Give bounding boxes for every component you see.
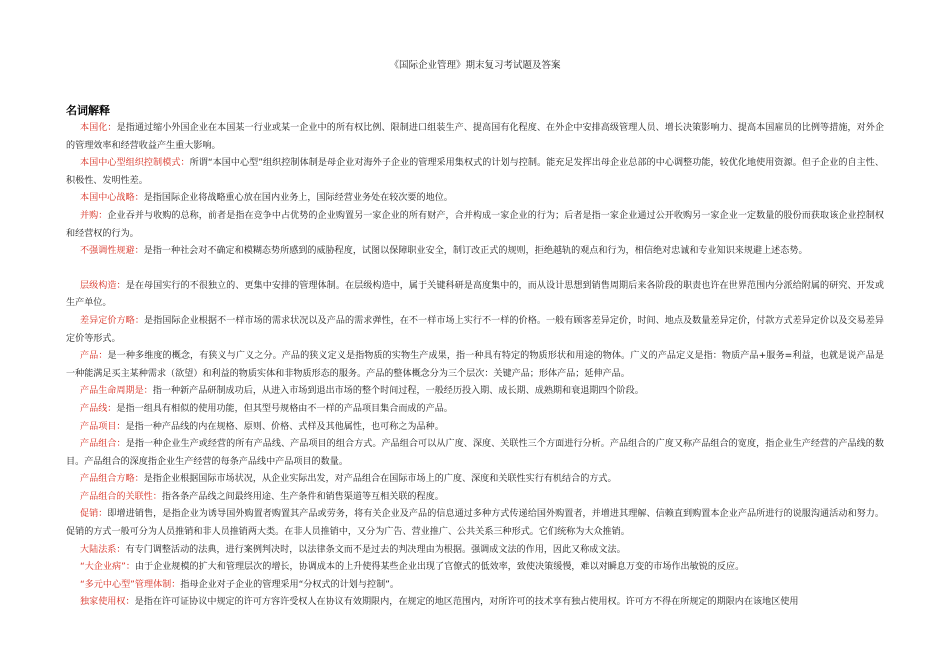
glossary-entry xyxy=(66,120,884,155)
glossary-definition: 所谓“本国中心型”组织控制体制是母企业对海外子企业的管理采用集权式的计划与控制。能充足发挥出母企业总部的中心调整功能，较优化地使用资源。但子企业的自主性、积极性、发明性差。 xyxy=(66,158,884,186)
document-title: 《国际企业管理》期末复习考试题及答案 xyxy=(389,60,561,71)
section-heading: 名词解释 xyxy=(66,104,110,117)
glossary-term: 产品生命周期是 xyxy=(80,386,144,397)
glossary-term: 产品线 xyxy=(80,403,108,414)
glossary-definition: 由于企业规模的扩大和管理层次的增长，协调成本的上升使得某些企业出现了官僚式的低效率，致使决策缓慢，难以对瞬息万变的市场作出敏锐的反应。 xyxy=(134,562,745,573)
glossary-definition: 指各条产品线之间最终用途、生产条件和销售渠道等互相关联的程度。 xyxy=(161,491,444,502)
glossary-entry xyxy=(66,190,884,208)
glossary-entry xyxy=(66,471,884,489)
term-separator: ： xyxy=(98,210,108,221)
glossary-term: 本国中心战略 xyxy=(80,193,135,204)
glossary-entry xyxy=(66,542,884,560)
glossary-definition: 是指一种产品线的内在规格、原则、价格、式样及其他属性，也可称之为品种。 xyxy=(125,421,444,432)
glossary-definition: 是指一组具有相似的使用功能，但其型号规格由不一样的产品项目集合而成的产品。 xyxy=(116,403,453,414)
glossary-entry xyxy=(66,577,884,595)
glossary-definition: 是指在许可证协议中规定的许可方容许受权人在协议有效期限内，在规定的地区范围内，对所许可的技术享有独占使用权。许可方不得在所规定的期限内在该地区使用 xyxy=(134,597,799,608)
glossary-definition: 是一种多维度的概念，有狭义与广义之分。产品的狭义定义是指物质的实物生产成果，指一种具有特定的物质形状和用途的物体。广义的产品定义是指：物质产品+服务=利益，也就是说产品是一种能满足买主某种需求（欲望）和利益的物质实体和非物质形态的服务。产品的整体概念分为三个层次：关键产品；形体产品；延伸产品。 xyxy=(66,351,884,379)
glossary-term: “大企业病” xyxy=(80,562,126,573)
term-separator: ： xyxy=(134,315,144,326)
glossary-entry xyxy=(66,506,884,541)
glossary-term: 差异定价方略 xyxy=(80,315,135,326)
glossary-term: 本国中心型组织控制模式 xyxy=(80,158,181,169)
term-separator: ： xyxy=(116,439,126,450)
glossary-definition: 是指一种社会对不确定和模糊态势所感到的威胁程度，试图以保障职业安全，制订改正式的规则，拒绝越轨的观点和行为，相信绝对忠诚和专业知识来规避上述态势。 xyxy=(143,246,808,257)
glossary-entry xyxy=(66,243,884,261)
term-separator: ： xyxy=(134,193,144,204)
glossary-list xyxy=(66,120,884,612)
glossary-term: 产品项目 xyxy=(80,421,117,432)
glossary-term: 并购 xyxy=(80,210,99,221)
term-separator: ： xyxy=(180,158,190,169)
term-separator: ： xyxy=(152,491,162,502)
glossary-term: 层级构造 xyxy=(80,280,117,291)
term-separator: ： xyxy=(98,351,108,362)
glossary-definition: 是指一种企业生产或经营的所有产品线、产品项目的组合方式。产品组合可以从广度、深度、关联性三个方面进行分析。产品组合的广度又称产品组合的宽度，指企业生产经营的产品线的数目。产品组合的深度指企业生产经营的每条产品线中产品项目的数量。 xyxy=(66,439,884,467)
glossary-term: 促销 xyxy=(80,509,99,520)
glossary-entry xyxy=(66,594,884,612)
glossary-entry xyxy=(66,278,884,313)
term-separator: ： xyxy=(116,421,126,432)
term-separator: ： xyxy=(134,246,144,257)
term-separator: ： xyxy=(116,280,126,291)
glossary-term: 本国化 xyxy=(80,123,108,133)
term-separator: ： xyxy=(143,386,153,397)
glossary-entry xyxy=(66,559,884,577)
glossary-term: 产品组合方略 xyxy=(80,474,135,485)
glossary-term: “多元中心型”管理体制 xyxy=(80,579,172,590)
glossary-entry xyxy=(66,383,884,401)
glossary-entry xyxy=(66,348,884,383)
glossary-term: 产品组合 xyxy=(80,439,117,450)
glossary-entry xyxy=(66,401,884,419)
term-separator: ： xyxy=(107,123,117,133)
glossary-definition: 企业吞并与收购的总称，前者是指在竞争中占优势的企业购置另一家企业的所有财产，合并构成一家企业的行为；后者是指一家企业通过公开收购另一家企业一定数量的股份而获取该企业控制权和经营权的行为。 xyxy=(66,210,884,239)
glossary-definition: 是指国际企业将战略重心放在国内业务上，国际经营业务处在较次要的地位。 xyxy=(143,193,453,204)
term-separator: ： xyxy=(171,579,181,590)
glossary-term: 独家使用权 xyxy=(80,597,126,608)
term-separator: ： xyxy=(107,403,117,414)
term-separator: ： xyxy=(116,544,126,555)
term-separator: ： xyxy=(134,474,144,485)
glossary-definition: 有专门调整活动的法典，进行案例判决时，以法律条文而不是过去的判决理由为根据。强调成文法的作用，因此又称成文法。 xyxy=(125,544,626,555)
glossary-entry xyxy=(66,208,884,243)
glossary-definition: 是指国际企业根据不一样市场的需求状况以及产品的需求弹性，在不一样市场上实行不一样的价格。一般有顾客差异定价，时间、地点及数量差异定价，付款方式差异定价以及交易差异定价等形式。 xyxy=(66,315,884,344)
glossary-term: 产品 xyxy=(80,351,99,362)
glossary-term: 产品组合的关联性 xyxy=(80,491,153,502)
glossary-entry xyxy=(66,436,884,471)
term-separator: ： xyxy=(125,597,135,608)
term-separator: ： xyxy=(125,562,135,573)
glossary-entry xyxy=(66,419,884,437)
glossary-definition: 即增进销售，是指企业为诱导国外购置者购置其产品或劳务，将有关企业及产品的信息通过多种方式传递给国外购置者，并增进其理解、信赖直到购置本企业产品所进行的说服沟通活动和努力。促销的方式一般可分为人员推销和非人员推销两大类。在非人员推销中，又分为广告、营业推广、公共关系三种形式。它们统称为大众推销。 xyxy=(66,509,884,538)
glossary-term: 不强调性规避 xyxy=(80,246,135,257)
glossary-definition: 是指通过缩小外国企业在本国某一行业或某一企业中的所有权比例、限制进口组装生产、提高国有化程度、在外企中安排高级管理人员、增长决策影响力、提高本国雇员的比例等措施，对外企的管理效率和经营收益产生重大影响。 xyxy=(66,123,884,151)
glossary-definition: 指母企业对子企业的管理采用“分权式的计划与控制”。 xyxy=(180,579,399,590)
glossary-term: 大陆法系 xyxy=(80,544,117,555)
term-separator: ： xyxy=(98,509,108,520)
glossary-definition: 指一种新产品研制成功后，从进入市场到退出市场的整个时间过程，一般经历投入期、成长期、成熟期和衰退期四个阶段。 xyxy=(152,386,644,397)
glossary-definition: 是在母国实行的不很独立的、更集中安排的管理体制。在层级构造中，属于关键科研是高度集中的，而从设计思想到销售周期后来各阶段的职责也许在世界范围内分派给附属的研究、开发或生产单位。 xyxy=(66,280,884,309)
glossary-entry xyxy=(66,313,884,348)
glossary-definition: 是指企业根据国际市场状况，从企业实际出发，对产品组合在国际市场上的广度、深度和关联性实行有机结合的方式。 xyxy=(143,474,617,485)
glossary-entry xyxy=(66,155,884,190)
glossary-entry xyxy=(66,489,884,507)
